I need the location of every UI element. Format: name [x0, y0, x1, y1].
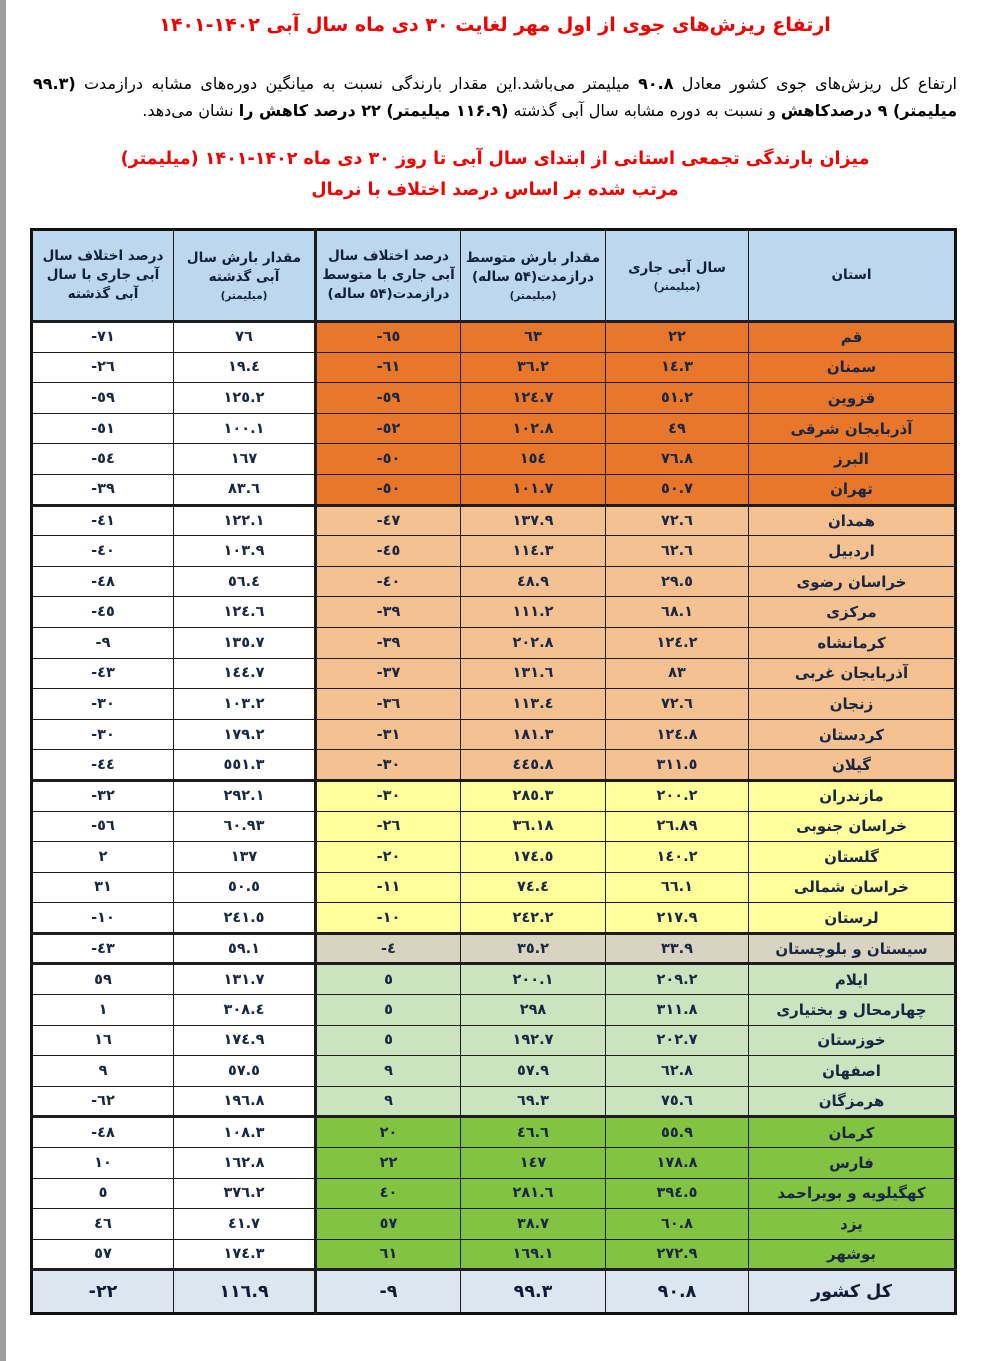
cell-longterm-avg: ٢٨١.٦ — [461, 1178, 606, 1209]
cell-longterm-avg: ١٤٧ — [461, 1148, 606, 1179]
cell-lastyear: ١٠٣.٩ — [174, 536, 316, 567]
table-row — [32, 1117, 956, 1148]
cell-current-year: ٦٨.١ — [606, 597, 749, 628]
cell-province: همدان — [749, 505, 956, 536]
cell-lastyear: ١٣٥.٧ — [174, 627, 316, 658]
cell-pct-longterm: -٣٦ — [316, 689, 461, 720]
table-row — [32, 1239, 956, 1270]
cell-lastyear: ١٩٦.٨ — [174, 1086, 316, 1117]
cell-longterm-avg: ٤٤٥.٨ — [461, 750, 606, 781]
cell-pct-longterm: ٢٢ — [316, 1148, 461, 1179]
cell-current-year: ٣٩٤.٥ — [606, 1178, 749, 1209]
cell-pct-lastyear: -٩ — [32, 627, 174, 658]
cell-pct-lastyear: -٤٣ — [32, 933, 174, 964]
cell-province: ایلام — [749, 964, 956, 995]
cell-pct-longterm: ٩ — [316, 1086, 461, 1117]
cell-province: اصفهان — [749, 1056, 956, 1087]
cell-longterm-avg: ٧٤.٤ — [461, 872, 606, 903]
cell-pct-lastyear: ٢ — [32, 842, 174, 873]
cell-current-year: ٦٦.١ — [606, 872, 749, 903]
cell-pct-lastyear: -٤٥ — [32, 597, 174, 628]
cell-current-year: ٢٠٠.٢ — [606, 780, 749, 811]
table-header — [32, 230, 956, 322]
table-row — [32, 474, 956, 505]
cell-pct-longterm: -١١ — [316, 872, 461, 903]
caption-line1-years: ۱۴۰۱-۱۴۰۲ — [204, 149, 298, 169]
header-pct-longterm: درصد اختلاف سال آبی جاری با متوسط درازمدت(۵۴ ساله) — [316, 230, 461, 322]
cell-pct-lastyear: -٣٢ — [32, 780, 174, 811]
cell-lastyear: ١٧٤.٩ — [174, 1025, 316, 1056]
cell-current-year: ٢٩.٥ — [606, 566, 749, 597]
cell-longterm-avg: ١٠٢.٨ — [461, 413, 606, 444]
cell-longterm-avg: ١٦٩.١ — [461, 1239, 606, 1270]
cell-current-year: ٢٢ — [606, 322, 749, 353]
table-caption-line1 — [33, 144, 957, 175]
cell-current-year: ٧٢.٦ — [606, 505, 749, 536]
table-row — [32, 1025, 956, 1056]
cell-province: خوزستان — [749, 1025, 956, 1056]
cell-province: مرکزی — [749, 597, 956, 628]
cell-lastyear: ٢٩٢.١ — [174, 780, 316, 811]
cell-pct-longterm: -٣٠ — [316, 780, 461, 811]
left-gray-strip — [0, 0, 6, 1361]
cell-pct-lastyear: -٤٤ — [32, 750, 174, 781]
cell-longterm-avg: ٩٩.٣ — [461, 1270, 606, 1314]
cell-longterm-avg: ٣٦.١٨ — [461, 811, 606, 842]
cell-pct-longterm: -٤٠ — [316, 566, 461, 597]
cell-province: آذربایجان شرقی — [749, 413, 956, 444]
cell-current-year: ٦٢.٦ — [606, 536, 749, 567]
cell-lastyear: ١٤٤.٧ — [174, 658, 316, 689]
intro-longterm-decrease: (۹۹.۳ میلیمتر) ۹ درصدکاهش — [33, 74, 957, 120]
cell-pct-longterm: -٣٧ — [316, 658, 461, 689]
cell-longterm-avg: ٢٤٢.٢ — [461, 903, 606, 934]
cell-province: زنجان — [749, 689, 956, 720]
cell-longterm-avg: ٤٦.٦ — [461, 1117, 606, 1148]
cell-lastyear: ١٠٣.٢ — [174, 689, 316, 720]
cell-longterm-avg: ٤٨.٩ — [461, 566, 606, 597]
intro-seg-7: نشان می‌دهد. — [142, 101, 239, 120]
cell-lastyear: ٢٤١.٥ — [174, 903, 316, 934]
cell-province: فارس — [749, 1148, 956, 1179]
table-row — [32, 444, 956, 475]
cell-longterm-avg: ١٥٤ — [461, 444, 606, 475]
cell-pct-longterm: -٤٥ — [316, 536, 461, 567]
table-row — [32, 872, 956, 903]
cell-province: خراسان شمالی — [749, 872, 956, 903]
cell-longterm-avg: ١١٤.٣ — [461, 536, 606, 567]
cell-lastyear: ١٣٧ — [174, 842, 316, 873]
cell-province: تهران — [749, 474, 956, 505]
table-caption-line2: مرتب شده بر اساس درصد اختلاف با نرمال — [311, 180, 679, 200]
header-province: استان — [749, 230, 956, 322]
cell-current-year: ٢١٧.٩ — [606, 903, 749, 934]
cell-longterm-avg: ٢٨٥.٣ — [461, 780, 606, 811]
cell-current-year: ١٢٤.٢ — [606, 627, 749, 658]
cell-current-year: ٥٠.٧ — [606, 474, 749, 505]
cell-current-year: ٨٣ — [606, 658, 749, 689]
cell-lastyear: ١٩.٤ — [174, 352, 316, 383]
table-row — [32, 1086, 956, 1117]
table-row — [32, 505, 956, 536]
cell-current-year: ١٤.٣ — [606, 352, 749, 383]
cell-current-year: ٢٠٩.٢ — [606, 964, 749, 995]
cell-longterm-avg: ٦٩.٣ — [461, 1086, 606, 1117]
cell-lastyear: ١٢٢.١ — [174, 505, 316, 536]
table-caption — [33, 144, 957, 206]
cell-current-year: ٥٥.٩ — [606, 1117, 749, 1148]
cell-pct-longterm: -٣٠ — [316, 750, 461, 781]
cell-lastyear: ١٢٤.٦ — [174, 597, 316, 628]
header-pct-lastyear: درصد اختلاف سال آبی جاری با سال آبی گذشته — [32, 230, 174, 322]
cell-province: هرمزگان — [749, 1086, 956, 1117]
cell-current-year: ٣١١.٥ — [606, 750, 749, 781]
cell-lastyear: ١٧٩.٢ — [174, 719, 316, 750]
table-row — [32, 627, 956, 658]
cell-longterm-avg: ٢٩٨ — [461, 995, 606, 1026]
cell-pct-lastyear: ٣١ — [32, 872, 174, 903]
cell-pct-longterm: -٣٩ — [316, 627, 461, 658]
document-page — [33, 0, 957, 1315]
cell-current-year: ٧٥.٦ — [606, 1086, 749, 1117]
cell-lastyear: ١٦٢.٨ — [174, 1148, 316, 1179]
cell-pct-lastyear: -٣٠ — [32, 689, 174, 720]
table-row — [32, 1178, 956, 1209]
cell-lastyear: ٨٣.٦ — [174, 474, 316, 505]
cell-pct-lastyear: -٢٢ — [32, 1270, 174, 1314]
cell-longterm-avg: ١٨١.٣ — [461, 719, 606, 750]
cell-pct-longterm: -٩ — [316, 1270, 461, 1314]
page-title-years: ۱۴۰۱-۱۴۰۲ — [159, 14, 260, 36]
cell-pct-lastyear: -٥٤ — [32, 444, 174, 475]
cell-pct-longterm: -٦٥ — [316, 322, 461, 353]
cell-province: کرمان — [749, 1117, 956, 1148]
table-row — [32, 597, 956, 628]
cell-pct-longterm: ٥ — [316, 995, 461, 1026]
cell-lastyear: ٤١.٧ — [174, 1209, 316, 1240]
cell-longterm-avg: ١١١.٢ — [461, 597, 606, 628]
cell-lastyear: ٥٠.٥ — [174, 872, 316, 903]
total-row — [32, 1270, 956, 1314]
cell-current-year: ١٧٨.٨ — [606, 1148, 749, 1179]
cell-longterm-avg: ١٩٢.٧ — [461, 1025, 606, 1056]
cell-current-year: ٢٠٢.٧ — [606, 1025, 749, 1056]
cell-pct-lastyear: ٥٧ — [32, 1239, 174, 1270]
table-row — [32, 383, 956, 414]
cell-province: کل کشور — [749, 1270, 956, 1314]
table-row — [32, 536, 956, 567]
cell-pct-longterm: ٥ — [316, 964, 461, 995]
cell-current-year: ٥١.٢ — [606, 383, 749, 414]
cell-province: لرستان — [749, 903, 956, 934]
header-lastyear: مقدار بارش سال آبی گذشته (میلیمتر) — [174, 230, 316, 322]
cell-pct-longterm: -٦١ — [316, 352, 461, 383]
cell-pct-lastyear: -٤٠ — [32, 536, 174, 567]
cell-longterm-avg: ١٧٤.٥ — [461, 842, 606, 873]
cell-province: بوشهر — [749, 1239, 956, 1270]
cell-pct-lastyear: -٤٣ — [32, 658, 174, 689]
cell-province: سمنان — [749, 352, 956, 383]
cell-pct-longterm: ٩ — [316, 1056, 461, 1087]
cell-province: مازندران — [749, 780, 956, 811]
cell-pct-lastyear: ١ — [32, 995, 174, 1026]
cell-province: چهارمحال و بختیاری — [749, 995, 956, 1026]
cell-province: کرمانشاه — [749, 627, 956, 658]
cell-pct-longterm: -٥٠ — [316, 444, 461, 475]
table-row — [32, 322, 956, 353]
cell-longterm-avg: ١٠١.٧ — [461, 474, 606, 505]
cell-province: البرز — [749, 444, 956, 475]
cell-pct-lastyear: ١٦ — [32, 1025, 174, 1056]
cell-current-year: ٢٦.٨٩ — [606, 811, 749, 842]
cell-longterm-avg: ٢٠٠.١ — [461, 964, 606, 995]
cell-province: خراسان رضوی — [749, 566, 956, 597]
cell-lastyear: ١٢٥.٢ — [174, 383, 316, 414]
cell-longterm-avg: ٣٥.٢ — [461, 933, 606, 964]
cell-pct-longterm: -٢٠ — [316, 842, 461, 873]
table-body — [32, 322, 956, 1314]
cell-pct-longterm: ٢٠ — [316, 1117, 461, 1148]
cell-pct-lastyear: -٥١ — [32, 413, 174, 444]
cell-pct-longterm: -٥٩ — [316, 383, 461, 414]
intro-seg-3: میلیمتر می‌باشد.این مقدار بارندگی نسبت به میانگین دوره‌های مشابه درازمدت — [75, 74, 639, 93]
table-row — [32, 842, 956, 873]
intro-paragraph — [33, 70, 957, 124]
table-row — [32, 1209, 956, 1240]
cell-pct-lastyear: -٢٦ — [32, 352, 174, 383]
cell-lastyear: ١٠٠.١ — [174, 413, 316, 444]
intro-lastyear-decrease: (۱۱۶.۹ میلیمتر) ۲۲ درصد کاهش را — [238, 101, 509, 120]
intro-total-value: ۹۰.۸ — [638, 74, 674, 93]
cell-pct-lastyear: -٧١ — [32, 322, 174, 353]
cell-lastyear: ١٧٤.٣ — [174, 1239, 316, 1270]
cell-province: قم — [749, 322, 956, 353]
cell-lastyear: ٣٧٦.٢ — [174, 1178, 316, 1209]
cell-lastyear: ٣٠٨.٤ — [174, 995, 316, 1026]
cell-current-year: ٤٩ — [606, 413, 749, 444]
cell-pct-longterm: ٥٧ — [316, 1209, 461, 1240]
table-row — [32, 1056, 956, 1087]
cell-longterm-avg: ١٣١.٦ — [461, 658, 606, 689]
cell-lastyear: ١٠٨.٣ — [174, 1117, 316, 1148]
cell-longterm-avg: ٣٦.٢ — [461, 352, 606, 383]
cell-current-year: ٧٢.٦ — [606, 689, 749, 720]
cell-longterm-avg: ٦٣ — [461, 322, 606, 353]
cell-pct-lastyear: ٩ — [32, 1056, 174, 1087]
cell-current-year: ٣١١.٨ — [606, 995, 749, 1026]
cell-pct-lastyear: ١٠ — [32, 1148, 174, 1179]
cell-pct-longterm: -٤ — [316, 933, 461, 964]
table-row — [32, 719, 956, 750]
cell-province: کهگیلویه و بویراحمد — [749, 1178, 956, 1209]
cell-lastyear: ١٣١.٧ — [174, 964, 316, 995]
cell-pct-longterm: ٦١ — [316, 1239, 461, 1270]
cell-lastyear: ٥٥١.٣ — [174, 750, 316, 781]
cell-pct-longterm: -١٠ — [316, 903, 461, 934]
cell-pct-longterm: -٥٠ — [316, 474, 461, 505]
table-row — [32, 811, 956, 842]
cell-pct-lastyear: -٥٦ — [32, 811, 174, 842]
cell-lastyear: ٥٧.٥ — [174, 1056, 316, 1087]
table-row — [32, 658, 956, 689]
cell-longterm-avg: ١١٣.٤ — [461, 689, 606, 720]
header-current-year: سال آبی جاری (میلیمتر) — [606, 230, 749, 322]
cell-province: آذربایجان غربی — [749, 658, 956, 689]
cell-pct-lastyear: ٥ — [32, 1178, 174, 1209]
table-row — [32, 780, 956, 811]
cell-lastyear: ١٦٧ — [174, 444, 316, 475]
cell-lastyear: ٥٩.١ — [174, 933, 316, 964]
cell-pct-longterm: -٣٩ — [316, 597, 461, 628]
cell-pct-lastyear: -٤٨ — [32, 1117, 174, 1148]
cell-pct-lastyear: -٤٨ — [32, 566, 174, 597]
table-row — [32, 566, 956, 597]
table-row — [32, 933, 956, 964]
cell-current-year: ١٢٤.٨ — [606, 719, 749, 750]
cell-lastyear: ٥٦.٤ — [174, 566, 316, 597]
cell-lastyear: ٧٦ — [174, 322, 316, 353]
cell-pct-lastyear: -٥٩ — [32, 383, 174, 414]
cell-longterm-avg: ٥٧.٩ — [461, 1056, 606, 1087]
caption-line1-unit: (میلیمتر) — [120, 149, 205, 169]
cell-pct-lastyear: -٤١ — [32, 505, 174, 536]
cell-current-year: ٦٠.٨ — [606, 1209, 749, 1240]
cell-pct-longterm: ٤٠ — [316, 1178, 461, 1209]
cell-pct-longterm: -٣١ — [316, 719, 461, 750]
cell-pct-lastyear: -٦٢ — [32, 1086, 174, 1117]
cell-province: قزوین — [749, 383, 956, 414]
cell-current-year: ٣٣.٩ — [606, 933, 749, 964]
cell-province: کردستان — [749, 719, 956, 750]
cell-longterm-avg: ٣٨.٧ — [461, 1209, 606, 1240]
cell-province: اردبیل — [749, 536, 956, 567]
header-longterm-avg: مقدار بارش متوسط درازمدت(۵۴ ساله) (میلیمتر) — [461, 230, 606, 322]
cell-longterm-avg: ١٢٤.٧ — [461, 383, 606, 414]
cell-pct-longterm: -٤٧ — [316, 505, 461, 536]
cell-pct-lastyear: -٣٠ — [32, 719, 174, 750]
cell-pct-lastyear: ٥٩ — [32, 964, 174, 995]
precipitation-table — [30, 228, 957, 1315]
table-row — [32, 750, 956, 781]
cell-province: سیستان و بلوچستان — [749, 933, 956, 964]
cell-pct-lastyear: ٤٦ — [32, 1209, 174, 1240]
cell-lastyear: ٦٠.٩٣ — [174, 811, 316, 842]
table-row — [32, 995, 956, 1026]
cell-current-year: ٢٧٢.٩ — [606, 1239, 749, 1270]
cell-longterm-avg: ١٣٧.٩ — [461, 505, 606, 536]
cell-pct-lastyear: -١٠ — [32, 903, 174, 934]
table-row — [32, 352, 956, 383]
table-row — [32, 413, 956, 444]
caption-line1-text: میزان بارندگی تجمعی استانی از ابتدای سال آبی تا روز ۳۰ دی ماه — [297, 149, 870, 169]
intro-seg-1: ارتفاع کل ریزش‌های جوی کشور معادل — [673, 74, 957, 93]
cell-pct-longterm: -٥٢ — [316, 413, 461, 444]
cell-longterm-avg: ٢٠٢.٨ — [461, 627, 606, 658]
cell-current-year: ٩٠.٨ — [606, 1270, 749, 1314]
table-row — [32, 689, 956, 720]
cell-pct-lastyear: -٣٩ — [32, 474, 174, 505]
page-title-text: ارتفاع ریزش‌های جوی از اول مهر لغایت ۳۰ دی ماه سال آبی — [259, 14, 831, 36]
cell-current-year: ٦٢.٨ — [606, 1056, 749, 1087]
cell-province: گلستان — [749, 842, 956, 873]
cell-province: خراسان جنوبی — [749, 811, 956, 842]
cell-province: یزد — [749, 1209, 956, 1240]
cell-current-year: ٧٦.٨ — [606, 444, 749, 475]
table-row — [32, 903, 956, 934]
page-title — [33, 12, 957, 38]
cell-pct-longterm: ٥ — [316, 1025, 461, 1056]
cell-pct-longterm: -٢٦ — [316, 811, 461, 842]
cell-province: گیلان — [749, 750, 956, 781]
cell-lastyear: ١١٦.٩ — [174, 1270, 316, 1314]
cell-current-year: ١٤٠.٢ — [606, 842, 749, 873]
intro-seg-5: و نسبت به دوره مشابه سال آبی گذشته — [508, 101, 781, 120]
table-row — [32, 1148, 956, 1179]
table-header-row — [32, 230, 956, 322]
table-row — [32, 964, 956, 995]
